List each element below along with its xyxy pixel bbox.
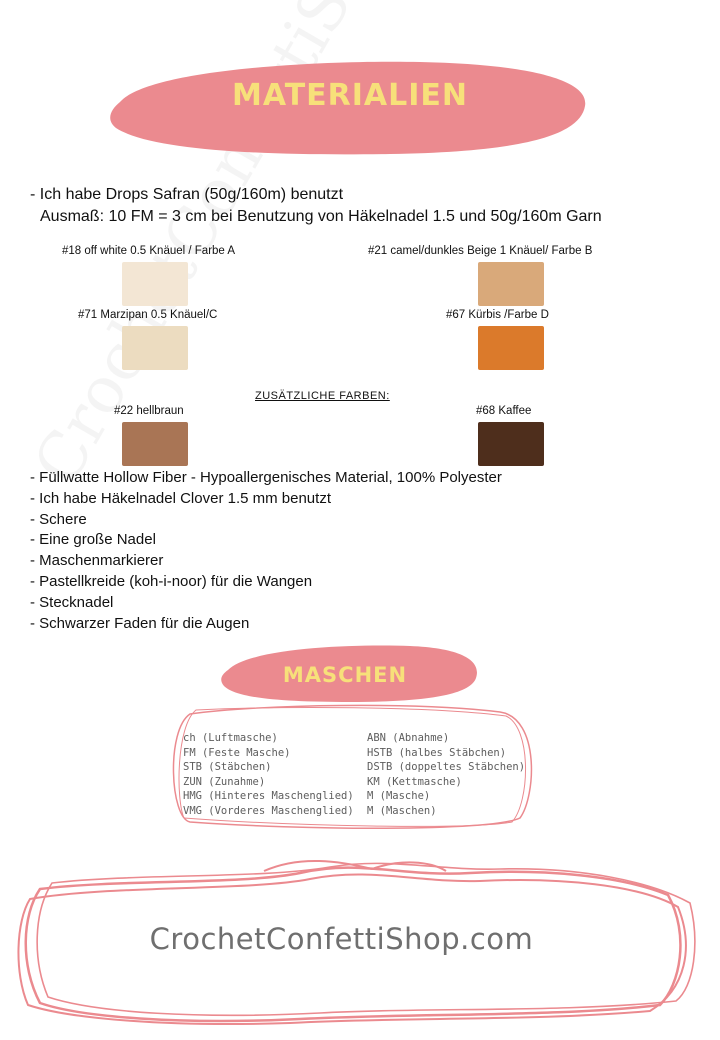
materialien-banner <box>0 40 720 200</box>
list-item: - Stecknadel <box>30 593 114 611</box>
extra-yarn-label-kaffee: #68 Kaffee <box>476 405 532 417</box>
stitch-abbreviation: ch (Luftmasche) <box>183 732 278 744</box>
extra-yarn-swatch-hellbraun <box>122 422 188 466</box>
gauge-line: Ausmaß: 10 FM = 3 cm bei Benutzung von Häkelnadel 1.5 und 50g/160m Garn <box>40 208 602 225</box>
stitch-abbreviation: ABN (Abnahme) <box>367 732 450 744</box>
list-item: - Schwarzer Faden für die Augen <box>30 614 250 632</box>
stitches-outline <box>0 700 720 840</box>
yarn-swatch-d <box>478 326 544 370</box>
shop-url: CrochetConfettiShop.com <box>149 922 534 956</box>
extra-colors-heading: ZUSÄTZLICHE FARBEN: <box>255 390 390 402</box>
page-title: MATERIALIEN <box>231 78 469 113</box>
stitch-abbreviation: VMG (Vorderes Maschenglied) <box>183 804 354 817</box>
stitch-abbreviation: DSTB (doppeltes Stäbchen) <box>367 761 526 774</box>
stitch-abbreviation: STB (Stäbchen) <box>183 761 272 774</box>
materials-list <box>30 468 502 634</box>
extra-yarn-swatch-kaffee <box>478 422 544 466</box>
yarn-swatch-c <box>122 326 188 370</box>
extra-yarn-label-hellbraun: #22 hellbraun <box>114 405 184 417</box>
list-item: - Pastellkreide (koh-i-noor) für die Wangen <box>30 572 313 590</box>
stitches-title: MASCHEN <box>282 663 408 687</box>
stitch-abbreviation: KM (Kettmasche) <box>367 775 462 788</box>
stitch-abbreviation: ZUN (Zunahme) <box>183 775 266 788</box>
yarn-swatch-b <box>478 262 544 306</box>
stitch-abbreviation: FM (Feste Masche) <box>183 746 291 759</box>
yarn-label-c: #71 Marzipan 0.5 Knäuel/C <box>78 309 218 321</box>
list-item: - Schere <box>30 510 87 528</box>
list-item: - Eine große Nadel <box>30 531 156 549</box>
yarn-label-b: #21 camel/dunkles Beige 1 Knäuel/ Farbe B <box>368 245 593 257</box>
list-item: - Maschenmarkierer <box>30 552 164 570</box>
stitches-left-column <box>183 731 354 819</box>
yarn-label-a: #18 off white 0.5 Knäuel / Farbe A <box>62 245 236 257</box>
stitch-abbreviation: M (Maschen) <box>367 804 437 817</box>
yarn-swatch-a <box>122 262 188 306</box>
stitch-abbreviation: HMG (Hinteres Maschenglied) <box>183 790 354 803</box>
stitches-right-column <box>367 731 525 819</box>
stitch-abbreviation: HSTB (halbes Stäbchen) <box>367 746 507 759</box>
list-item: - Ich habe Häkelnadel Clover 1.5 mm benutzt <box>30 489 331 507</box>
stitch-abbreviation: M (Masche) <box>367 790 431 803</box>
yarn-used-line: - Ich habe Drops Safran (50g/160m) benutzt <box>30 186 344 203</box>
list-item: - Füllwatte Hollow Fiber - Hypoallergenisches Material, 100% Polyester <box>30 469 502 486</box>
yarn-label-d: #67 Kürbis /Farbe D <box>446 309 549 321</box>
